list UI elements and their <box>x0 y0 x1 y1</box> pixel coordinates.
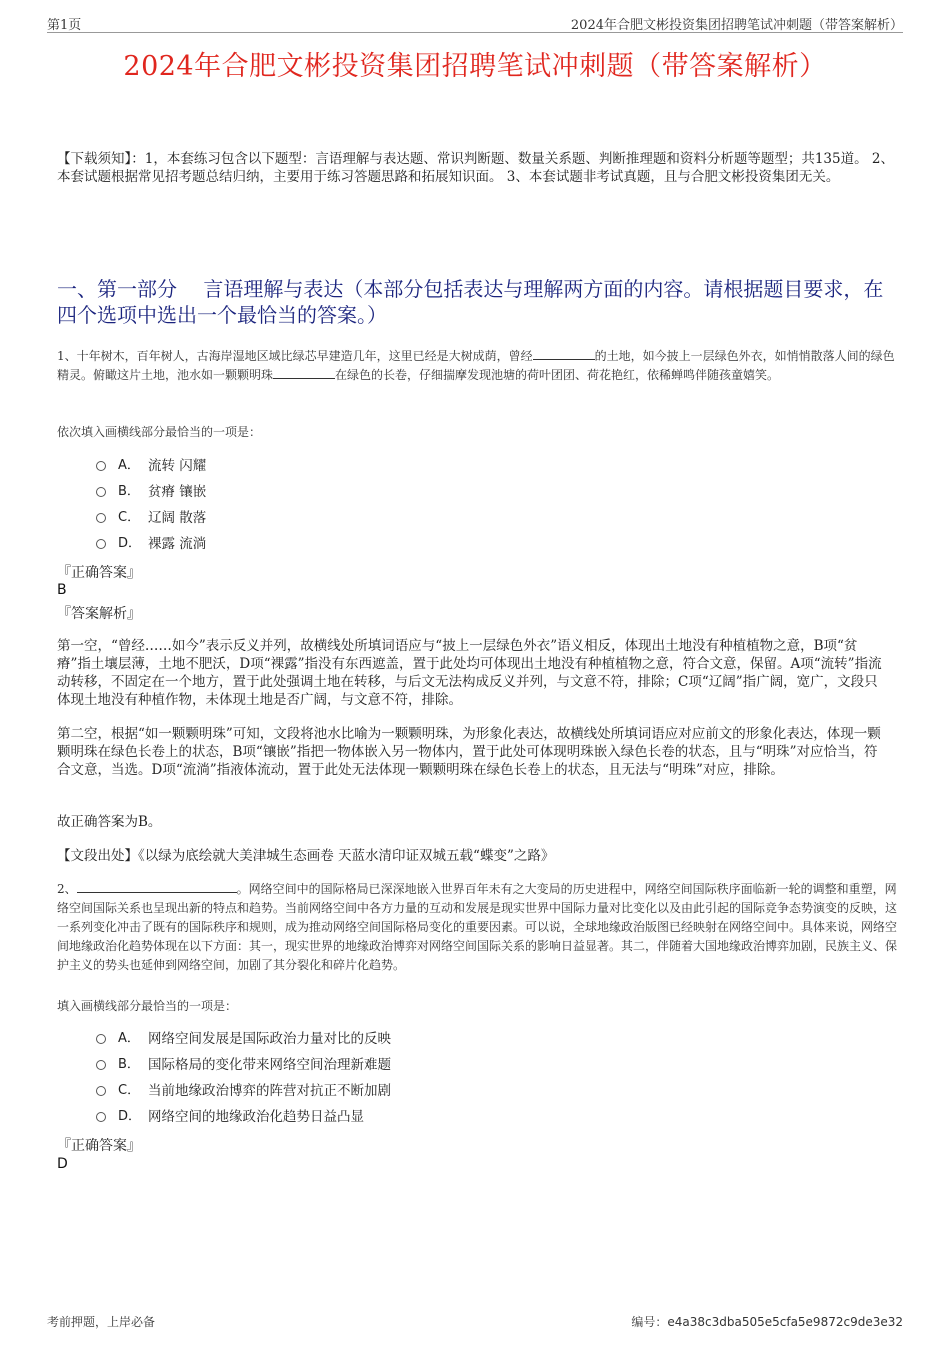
option-b[interactable]: B． 国际格局的变化带来网络空间治理新难题 <box>96 1052 391 1078</box>
analysis-label: 『答案解析』 <box>57 606 141 622</box>
answer-blank <box>77 882 237 893</box>
analysis-paragraph: 第二空，根据“如一颗颗明珠”可知，文段将池水比喻为一颗颗明珠，为形象化表达，故横线处所填词语应对应前文的形象化表达，体现一颗颗明珠在绿色长卷上的状态，B项“镶嵌”指把一物体嵌入另一物体内，置于此处可体现明珠嵌入绿色长卷的状态，且与“明珠”对应恰当，符合文意，当选。D项“流淌”指液体流动，置于此处无法体现一颗颗明珠在绿色长卷上的状态，且无法与“明珠”对应，排除。 <box>57 726 881 778</box>
question-2-prompt: 填入画横线部分最恰当的一项是： <box>57 999 238 1013</box>
document-code: 编号：e4a38c3dba505e5cfa5e9872c9de3e32 <box>631 1315 903 1329</box>
answer-label: 『正确答案』 <box>57 565 141 581</box>
section-title: 一、第一部分 言语理解与表达（本部分包括表达与理解两方面的内容。请根据题目要求，在四个选项中选出一个最恰当的答案。） <box>57 277 884 327</box>
footer-slogan: 考前押题，上岸必备 <box>47 1315 156 1329</box>
option-a[interactable]: A． 网络空间发展是国际政治力量对比的反映 <box>96 1026 391 1052</box>
answer-label: 『正确答案』 <box>57 1138 141 1154</box>
radio-icon[interactable] <box>96 513 106 523</box>
option-a[interactable]: A． 流转 闪耀 <box>96 453 206 479</box>
header-doc-title: 2024年合肥文彬投资集团招聘笔试冲刺题（带答案解析） <box>570 18 903 33</box>
analysis-paragraph: 第一空，“曾经……如今”表示反义并列，故横线处所填词语应与“披上一层绿色外衣”语义相反，体现出土地没有种植植物之意，B项“贫瘠”指土壤层薄，土地不肥沃，D项“裸露”指没有东西遮盖，置于此处均可体现出土地没有种植植物之意，符合文意，保留。A项“流转”指流动转移，不固定在一个地方，置于此处强调土地在转移，与后文无法构成反义并列，与文意不符，排除；C项“辽阔”指广阔，宽广，文段只体现土地没有种植作物，未体现土地是否广阔，与文意不符，排除。 <box>57 638 882 708</box>
question-1-options <box>96 453 206 557</box>
page-number: 第1页 <box>47 18 82 33</box>
question-2-options <box>96 1026 391 1130</box>
question-2-text: 2、 。网络空间中的国际格局已深深地嵌入世界百年未有之大变局的历史进程中，网络空间国际秩序面临新一轮的调整和重塑，网络空间国际关系也呈现出新的特点和趋势。当前网络空间中各方力量的互动和发展是现实世界中国际力量对比变化以及由此引起的国际竞争态势演变的反映，这一系列变化冲击了既有的国际秩序和规则，成为推动网络空间国际格局变化的重要因素。可以说，全球地缘政治版图已经映射在网络空间中。具体来说，网络空间地缘政治化趋势体现在以下方面：其一，现实世界的地缘政治博弈对网络空间国际关系的影响日益显著。其二，伴随着大国地缘政治博弈加剧，民族主义、保护主义的势头也延伸到网络空间，加剧了其分裂化和碎片化趋势。 <box>57 882 898 972</box>
radio-icon[interactable] <box>96 539 106 549</box>
analysis-conclusion: 故正确答案为B。 <box>57 814 162 830</box>
option-c[interactable]: C． 当前地缘政治博弈的阵营对抗正不断加剧 <box>96 1078 391 1104</box>
correct-answer: B <box>57 582 67 598</box>
option-d[interactable]: D． 网络空间的地缘政治化趋势日益凸显 <box>96 1104 391 1130</box>
option-d[interactable]: D． 裸露 流淌 <box>96 531 206 557</box>
radio-icon[interactable] <box>96 1112 106 1122</box>
answer-blank <box>273 368 335 379</box>
option-b[interactable]: B． 贫瘠 镶嵌 <box>96 479 206 505</box>
page-header <box>47 14 903 33</box>
option-c[interactable]: C． 辽阔 散落 <box>96 505 206 531</box>
question-1-text: 1、十年树木，百年树人，古海岸湿地区域比绿芯早建造几年，这里已经是大树成荫，曾经 的土地，如今披上一层绿色外衣，如悄悄散落人间的绿色精灵。俯瞰这片土地，池水如一颗颗明珠 在绿色的长卷，仔细揣摩发现池塘的荷叶团团、荷花艳红，依稀蝉鸣伴随孩童嬉笑。 <box>57 349 895 382</box>
radio-icon[interactable] <box>96 461 106 471</box>
correct-answer: D <box>57 1156 68 1172</box>
page-title: 2024年合肥文彬投资集团招聘笔试冲刺题（带答案解析） <box>123 51 827 82</box>
radio-icon[interactable] <box>96 1034 106 1044</box>
radio-icon[interactable] <box>96 1086 106 1096</box>
radio-icon[interactable] <box>96 1060 106 1070</box>
download-notice: 【下载须知】：1，本套练习包含以下题型：言语理解与表达题、常识判断题、数量关系题、判断推理题和资料分析题等题型；共135道。 2、本套试题根据常见招考题总结归纳，主要用于练习答题思路和拓展知识面。 3、本套试题非考试真题，且与合肥文彬投资集团无关。 <box>57 151 894 185</box>
radio-icon[interactable] <box>96 487 106 497</box>
question-1-prompt: 依次填入画横线部分最恰当的一项是： <box>57 425 262 439</box>
answer-blank <box>533 349 595 360</box>
source-citation: 【文段出处】《以绿为底绘就大美津城生态画卷 天蓝水清印证双城五载“蝶变”之路》 <box>57 848 555 864</box>
